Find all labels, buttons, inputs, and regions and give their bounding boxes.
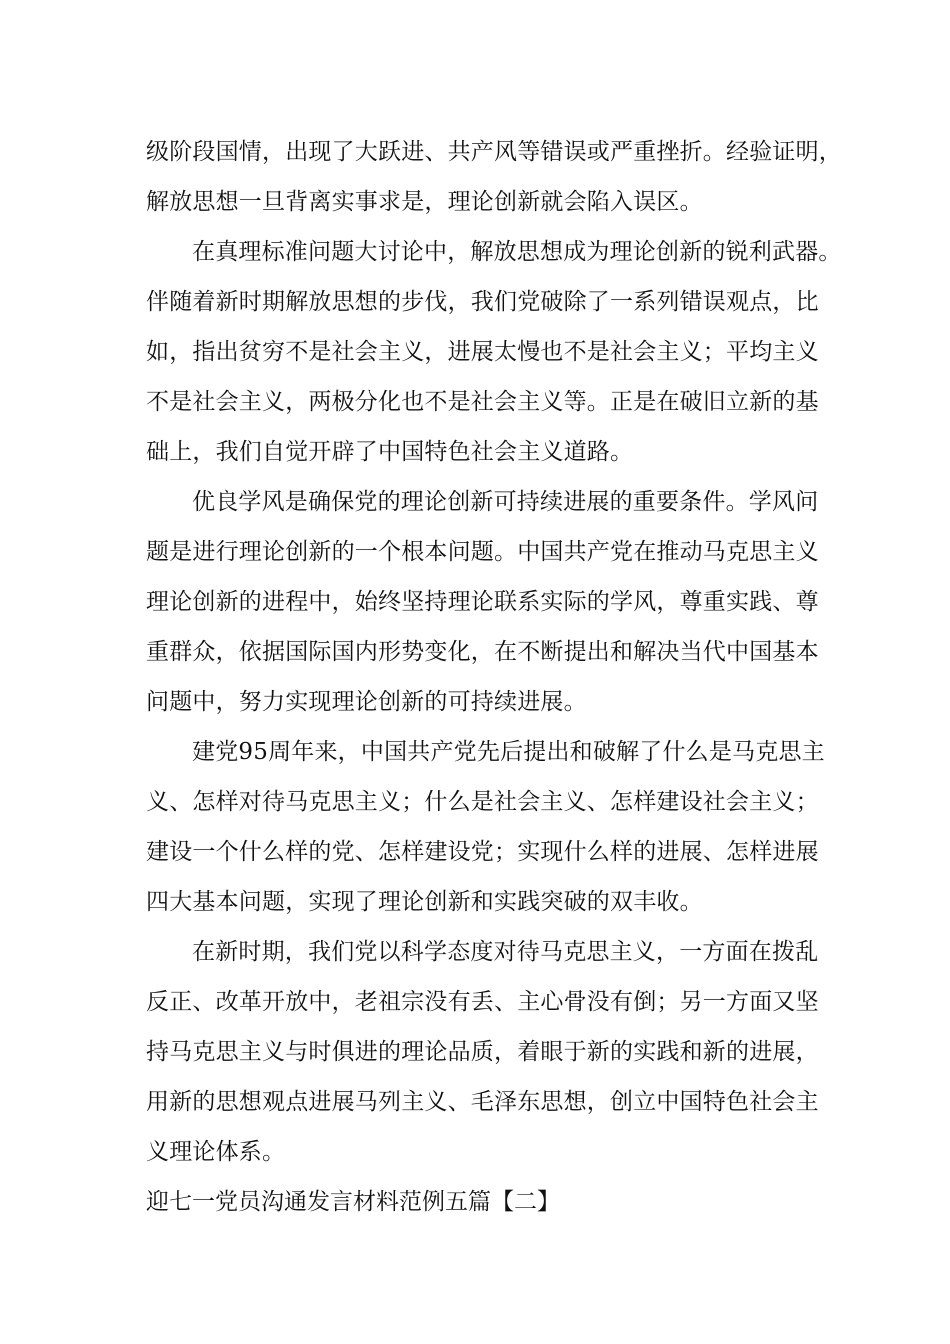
paragraph-1: [146, 127, 842, 227]
paragraph-line: 建设一个什么样的党、怎样建设党；实现什么样的进展、怎样进展: [146, 839, 819, 865]
paragraph-line: 解放思想一旦背离实事求是，理论创新就会陷入误区。: [146, 189, 703, 215]
paragraph-line: 题是进行理论创新的一个根本问题。中国共产党在推动马克思主义: [146, 539, 819, 565]
paragraph-line: 不是社会主义，两极分化也不是社会主义等。正是在破旧立新的基: [146, 389, 819, 415]
paragraph-line: 义理论体系。: [146, 1139, 286, 1165]
paragraph-line: 建党95周年来，中国共产党先后提出和破解了什么是马克思主: [192, 739, 825, 765]
paragraph-5: [146, 927, 826, 1177]
paragraph-line: 义、怎样对待马克思主义；什么是社会主义、怎样建设社会主义；: [146, 789, 819, 815]
paragraph-line: 在新时期，我们党以科学态度对待马克思主义，一方面在拨乱: [192, 939, 819, 965]
paragraph-line: 问题中，努力实现理论创新的可持续进展。: [146, 689, 587, 715]
paragraph-line: 如，指出贫穷不是社会主义，进展太慢也不是社会主义；平均主义: [146, 339, 819, 365]
paragraph-line: 用新的思想观点进展马列主义、毛泽东思想，创立中国特色社会主: [146, 1089, 819, 1115]
paragraph-4: [146, 727, 826, 927]
document-body: [146, 127, 842, 1227]
section-heading: 迎七一党员沟通发言材料范例五篇【二】: [146, 1189, 560, 1215]
paragraph-2: [146, 227, 842, 477]
paragraph-line: 优良学风是确保党的理论创新可持续进展的重要条件。学风问: [192, 489, 819, 515]
paragraph-line: 理论创新的进程中，始终坚持理论联系实际的学风，尊重实践、尊: [146, 589, 819, 615]
paragraph-line: 重群众，依据国际国内形势变化，在不断提出和解决当代中国基本: [146, 639, 819, 665]
paragraph-3: [146, 477, 826, 727]
paragraph-line: 四大基本问题，实现了理论创新和实践突破的双丰收。: [146, 889, 703, 915]
paragraph-line: 础上，我们自觉开辟了中国特色社会主义道路。: [146, 439, 634, 465]
paragraph-line: 在真理标准问题大讨论中，解放思想成为理论创新的锐利武器。: [192, 239, 842, 265]
paragraph-line: 反正、改革开放中，老祖宗没有丢、主心骨没有倒；另一方面又坚: [146, 989, 819, 1015]
paragraph-line: 持马克思主义与时俱进的理论品质，着眼于新的实践和新的进展，: [146, 1039, 819, 1065]
paragraph-line: 伴随着新时期解放思想的步伐，我们党破除了一系列错误观点，比: [146, 289, 819, 315]
paragraph-line: 级阶段国情，出现了大跃进、共产风等错误或严重挫折。经验证明，: [146, 139, 842, 165]
